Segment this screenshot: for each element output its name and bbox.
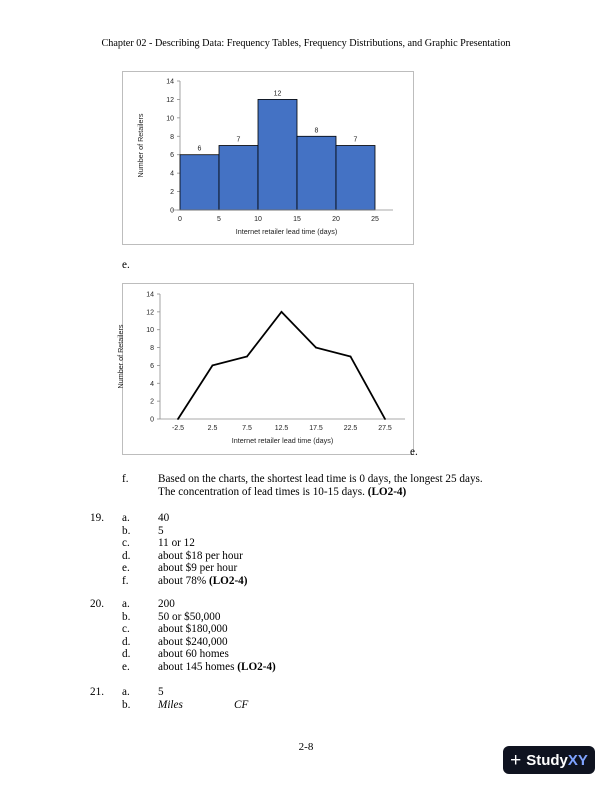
y-tick-label: 8: [170, 133, 174, 141]
x-tick-label: 7.5: [242, 425, 252, 432]
q19-item-value: 11 or 12: [158, 537, 195, 550]
y-axis-label: Number of Retailers: [116, 324, 125, 389]
f-letter: f.: [122, 473, 129, 485]
polygon-point: [281, 311, 283, 313]
q19-item-letter: b.: [122, 524, 131, 537]
studyxy-badge[interactable]: [503, 746, 595, 774]
q20-item-letter: d.: [122, 648, 131, 661]
y-tick-label: 6: [150, 362, 154, 370]
histogram-bar: [258, 99, 297, 210]
bar-data-label: 12: [273, 90, 282, 98]
f-line-2: [158, 486, 406, 499]
x-axis-label: Internet retailer lead time (days): [231, 436, 334, 445]
badge-brand-accent: XY: [567, 751, 588, 769]
q19-number: 19.: [90, 512, 104, 524]
polygon-point: [384, 418, 386, 420]
q19-item-text: [158, 512, 169, 525]
q20-item-value: 50 or $50,000: [158, 610, 221, 623]
bar-data-label: 8: [314, 127, 319, 135]
badge-brand-main: Study: [526, 751, 568, 769]
y-tick-label: 12: [166, 96, 174, 104]
badge-brand: [526, 752, 588, 769]
y-tick-label: 10: [166, 115, 174, 123]
histogram-bar: [336, 146, 375, 211]
y-axis-label: Number of Retailers: [136, 113, 145, 178]
q19-item-letter: f.: [122, 575, 129, 587]
f-line-2-text: The concentration of lead times is 10-15 days.: [158, 486, 365, 498]
y-tick-label: 14: [146, 291, 154, 299]
q20-item-letter: a.: [122, 598, 130, 610]
page-header: Chapter 02 - Describing Data: Frequency Tables, Frequency Distributions, and Graphic Presentation: [101, 38, 511, 49]
bar-data-label: 7: [236, 136, 241, 144]
x-tick-label: 12.5: [274, 425, 289, 432]
y-tick-label: 10: [146, 327, 154, 335]
q21-b-col-cf: CF: [234, 699, 249, 711]
q20-item-text: [158, 611, 220, 624]
q19-item-letter: c.: [122, 537, 130, 550]
q19-item-value: about $18 per hour: [158, 549, 243, 562]
q19-item-text: [158, 562, 237, 575]
q19-item-text: [158, 525, 164, 538]
q19-item-ref: (LO2-4): [208, 575, 248, 587]
plus-icon: +: [510, 749, 522, 771]
polygon-svg: [116, 284, 413, 454]
q21-b-col-miles: Miles: [158, 699, 183, 711]
q19-item-value: about 78%: [158, 575, 207, 587]
y-tick-label: 12: [146, 309, 154, 317]
q20-item-value: about 60 homes: [158, 648, 229, 661]
q20-item-letter: c.: [122, 623, 130, 636]
q20-item-text: [158, 661, 276, 674]
histogram-bar: [297, 136, 336, 210]
x-tick-label: 2.5: [207, 425, 218, 432]
q19-item-value: about $9 per hour: [158, 562, 238, 575]
q20-item-text: [158, 648, 229, 661]
q19-item-text: [158, 575, 248, 588]
polygon-point: [315, 347, 317, 349]
x-tick-label: -2.5: [171, 425, 185, 432]
y-tick-label: 0: [170, 207, 174, 215]
q20-item-value: 200: [158, 598, 175, 610]
x-tick-label: 10: [254, 216, 262, 223]
polygon-point: [350, 356, 352, 358]
histogram-bar: [219, 146, 258, 211]
polygon-point: [246, 356, 248, 358]
q19-item-value: 5: [158, 524, 164, 537]
q19-item-text: [158, 537, 195, 550]
q20-item-ref: (LO2-4): [237, 661, 276, 673]
q19-item-value: 40: [158, 512, 170, 524]
y-tick-label: 2: [170, 189, 174, 197]
f-line-1: Based on the charts, the shortest lead time is 0 days, the longest 25 days.: [158, 473, 483, 485]
y-tick-label: 2: [150, 398, 154, 406]
q19-item-letter: a.: [122, 512, 130, 524]
f-line-2-ref: (LO2-4): [367, 486, 407, 498]
page-number: 2-8: [298, 741, 314, 753]
q20-item-letter: b.: [122, 610, 131, 623]
q20-number: 20.: [90, 598, 104, 610]
polygon-point: [177, 418, 179, 420]
q20-item-text: [158, 636, 228, 649]
histogram-svg: [123, 72, 413, 244]
q20-item-letter: e.: [122, 661, 130, 673]
bar-data-label: 6: [197, 145, 202, 153]
y-tick-label: 4: [170, 170, 174, 178]
x-tick-label: 20: [332, 216, 340, 223]
histogram-bar: [180, 155, 219, 210]
polygon-point: [212, 365, 214, 367]
q21-b-letter: b.: [122, 699, 131, 711]
q20-item-text: [158, 598, 175, 611]
y-tick-label: 4: [150, 380, 154, 388]
q19-item-text: [158, 550, 243, 563]
y-tick-label: 0: [150, 416, 154, 424]
q21-a-text: 5: [158, 686, 164, 698]
x-tick-label: 25: [371, 216, 379, 223]
x-tick-label: 17.5: [309, 425, 323, 432]
x-tick-label: 0: [178, 216, 182, 223]
bar-data-label: 7: [353, 136, 358, 144]
x-tick-label: 15: [293, 216, 301, 223]
q21-number: 21.: [90, 686, 104, 698]
polygon-chart: [116, 283, 414, 455]
q19-item-letter: e.: [122, 562, 130, 575]
q20-item-letter: d.: [122, 635, 131, 648]
y-tick-label: 14: [166, 78, 174, 86]
q20-item-value: about $180,000: [158, 623, 228, 636]
histogram-chart: [122, 71, 414, 245]
q19-item-letter: d.: [122, 549, 131, 562]
x-tick-label: 27.5: [378, 425, 392, 432]
label-e-1: e.: [122, 259, 130, 271]
x-tick-label: 5: [217, 216, 221, 223]
x-tick-label: 22.5: [343, 425, 358, 432]
x-axis-label: Internet retailer lead time (days): [235, 227, 338, 236]
frequency-polygon-line: [178, 312, 385, 419]
q21-a-letter: a.: [122, 686, 130, 698]
y-tick-label: 8: [150, 345, 154, 353]
q20-item-text: [158, 623, 228, 636]
q20-item-value: about 145 homes: [158, 661, 235, 673]
label-e-2: e.: [410, 446, 418, 458]
q20-item-value: about $240,000: [158, 635, 228, 648]
y-tick-label: 6: [170, 152, 174, 160]
